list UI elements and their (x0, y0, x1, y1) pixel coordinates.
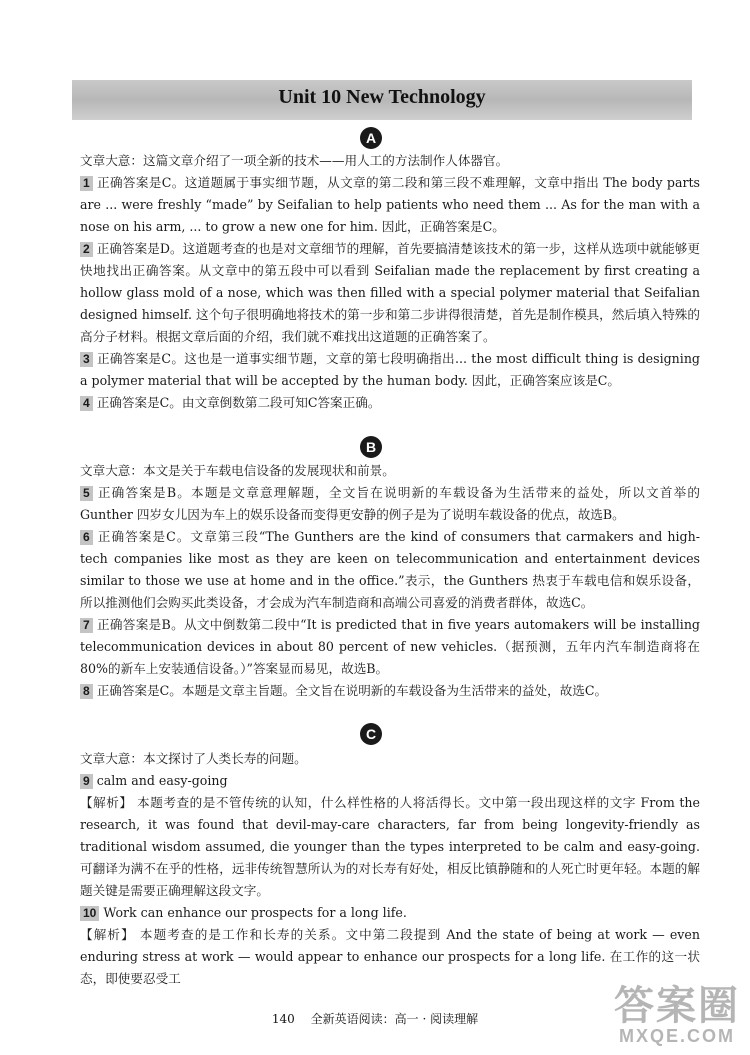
section-badge-a: A (360, 127, 382, 149)
unit-title-banner (72, 80, 692, 120)
section-summary: 文章大意：本文探讨了人类长寿的问题。 (80, 751, 307, 766)
answer-item (80, 770, 700, 792)
answer-text: 正确答案是C。文章第三段“The Gunthers are the kind of consumers that carmakers and high-tech companies like most as they are keen on telecommunication and entertainment devices similar to those we use at home and in the office.”表示，the Gunthers 热衷于车载电信和娱乐设备，所以推测他们会购买此类设备，才会成为汽车制造商和高端公司喜爱的消费者群体，故选C。 (80, 529, 700, 610)
question-number: 4 (80, 396, 93, 411)
answer-item (80, 348, 700, 392)
section-c-content (80, 748, 700, 990)
section-b-content (80, 460, 700, 702)
analysis-paragraph: 【解析】 本题考查的是不管传统的认知，什么样性格的人将活得长。文中第一段出现这样的文字 From the research, it was found that devil-may-care characters, far from being longevity-friendly as traditional wisdom assumed, die younger than the types interpreted to be calm and easy-going. 可翻译为满不在乎的性格，远非传统智慧所认为的对长寿有好处，相反比镇静随和的人死亡时更年轻。本题的解题关键是需要正确理解这段文字。 (80, 795, 700, 898)
answer-item (80, 902, 700, 924)
page-number: 140 (271, 1012, 295, 1026)
section-summary: 文章大意：这篇文章介绍了一项全新的技术——用人工的方法制作人体器官。 (80, 153, 509, 168)
answer-text: 正确答案是C。本题是文章主旨题。全文旨在说明新的车载设备为生活带来的益处，故选C。 (96, 683, 608, 698)
question-number: 9 (80, 774, 93, 789)
answer-item (80, 482, 700, 526)
answer-text: 正确答案是B。从文中倒数第二段中“It is predicted that in five years automakers will be installing telecommunication devices in about 80 percent of new vehicles.（据预测，五年内汽车制造商将在80%的新车上安装通信设备。）”答案显而易见，故选B。 (80, 617, 700, 676)
analysis-paragraph: 【解析】 本题考查的是工作和长寿的关系。文中第二段提到 And the state of being at work — even enduring stress at work — would appear to enhance our prospects for a long life. 在工作的这一状态，即使要忍受工 (80, 927, 700, 986)
book-title: 全新英语阅读：高一 · 阅读理解 (310, 1012, 479, 1026)
answer-item (80, 172, 700, 238)
answer-text: 正确答案是C。这道题属于事实细节题，从文章的第二段和第三段不难理解，文章中指出 The body parts are ... were freshly “made” by Seifalian to help patients who need them ... As for the man with a nose on his arm, ... to grow a new one for him. 因此，正确答案是C。 (80, 175, 700, 234)
section-badge-c: C (360, 723, 382, 745)
section-a-content (80, 150, 700, 414)
section-badge-b: B (360, 436, 382, 458)
answer-text: calm and easy-going (96, 773, 228, 788)
watermark-text: 答案圈 (614, 984, 740, 1028)
question-number: 8 (80, 684, 93, 699)
answer-text: 正确答案是C。由文章倒数第二段可知C答案正确。 (96, 395, 381, 410)
answer-text: 正确答案是B。本题是文章意理解题，全文旨在说明新的车载设备为生活带来的益处，所以文首举的 Gunther 四岁女儿因为车上的娱乐设备而变得更安静的例子是为了说明车载设备的优点，故选B。 (80, 485, 700, 522)
answer-text: 正确答案是C。这也是一道事实细节题，文章的第七段明确指出... the most difficult thing is designing a polymer material that will be accepted by the human body. 因此，正确答案应该是C。 (80, 351, 700, 388)
answer-item (80, 392, 700, 414)
question-number: 7 (80, 618, 93, 633)
question-number: 1 (80, 176, 93, 191)
answer-text: 正确答案是D。这道题考查的也是对文章细节的理解，首先要搞清楚该技术的第一步，这样从选项中就能够更快地找出正确答案。从文章中的第五段中可以看到 Seifalian made the replacement by first creating a hollow glass mold of a nose, which was then filled with a special polymer material that Seifalian designed himself. 这个句子很明确地将技术的第一步和第二步讲得很清楚，首先是制作模具，然后填入特殊的高分子材料。根据文章后面的介绍，我们就不难找出这道题的正确答案了。 (80, 241, 700, 344)
question-number: 5 (80, 486, 93, 501)
watermark-url: MXQE.COM (618, 1026, 735, 1046)
section-summary: 文章大意：本文是关于车载电信设备的发展现状和前景。 (80, 463, 395, 478)
question-number: 2 (80, 242, 93, 257)
question-number: 6 (80, 530, 93, 545)
answer-item (80, 680, 700, 702)
answer-text: Work can enhance our prospects for a long life. (103, 905, 407, 920)
question-number: 3 (80, 352, 93, 367)
question-number: 10 (80, 906, 99, 921)
unit-title: Unit 10 New Technology (278, 86, 486, 108)
answer-item (80, 526, 700, 614)
watermark-logo (614, 986, 740, 1047)
answer-item (80, 614, 700, 680)
answer-item (80, 238, 700, 348)
